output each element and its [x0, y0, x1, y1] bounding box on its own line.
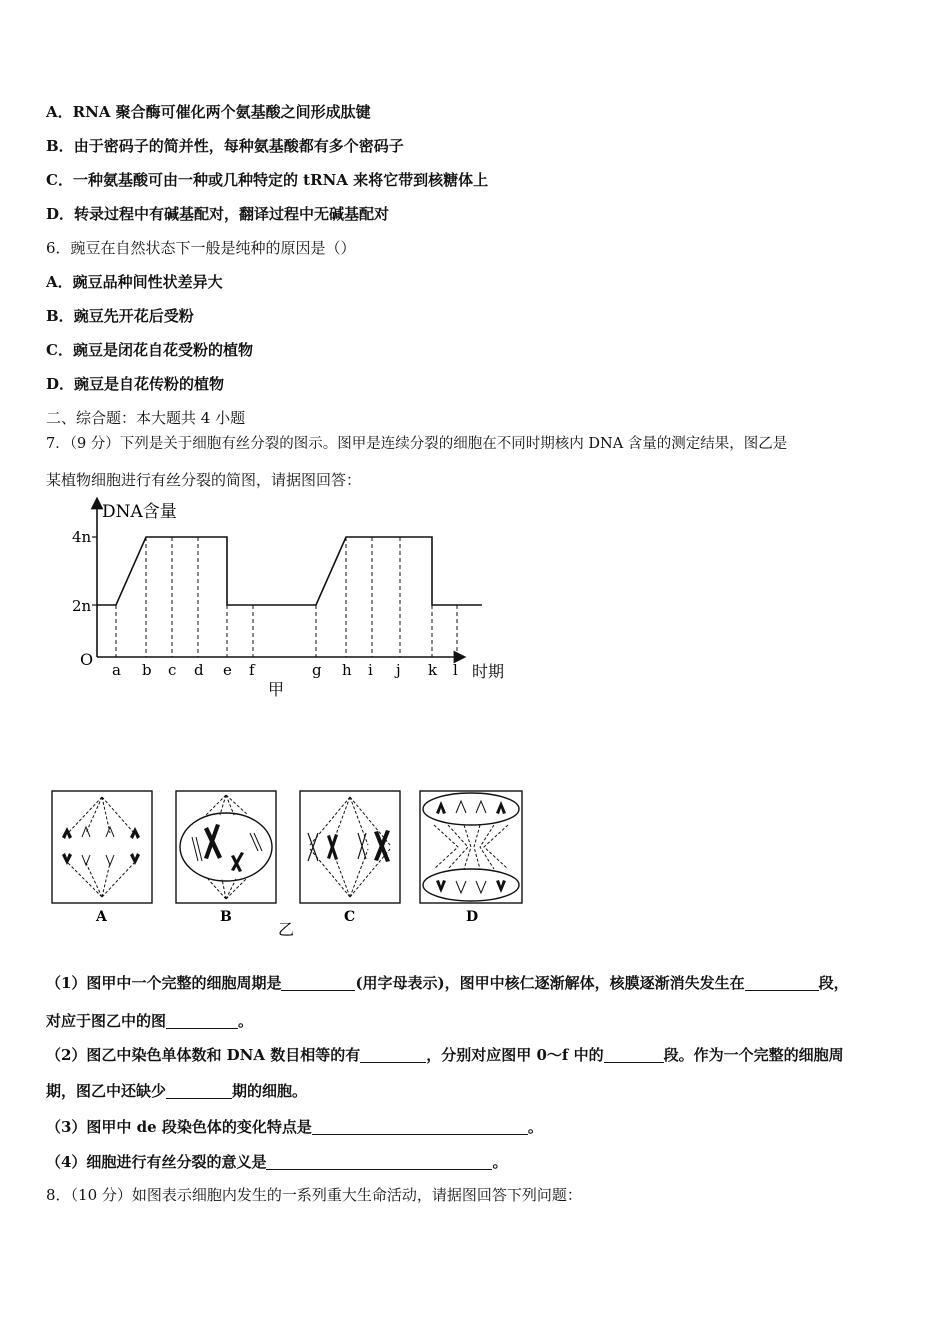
cell-c: [300, 791, 400, 925]
xtick-e: e: [223, 661, 232, 679]
mitosis-cells-diagram: [48, 785, 538, 945]
xtick-l: l: [453, 661, 458, 679]
xtick-h: h: [342, 661, 352, 679]
dna-content-chart: [70, 495, 530, 705]
q7-sub2-line1: （2）图乙中染色单体数和 DNA 数目相等的有 ，分别对应图甲 0～f 中的 段。作为一个完整的细胞周: [46, 1046, 844, 1064]
q6-option-b: B．豌豆先开花后受粉: [46, 307, 194, 325]
q5-option-c: C．一种氨基酸可由一种或几种特定的 tRNA 来将它带到核糖体上: [46, 171, 489, 189]
cell-c-label: C: [344, 909, 356, 925]
q7-stem-line2: 某植物细胞进行有丝分裂的简图，请据图回答：: [46, 471, 362, 489]
cell-a-label: A: [96, 909, 107, 925]
xtick-a: a: [112, 661, 121, 679]
xtick-i: i: [368, 661, 373, 679]
xtick-g: g: [312, 661, 322, 679]
q5-option-d: D．转录过程中有碱基配对，翻译过程中无碱基配对: [46, 205, 390, 223]
ytick-2n: 2n: [72, 597, 92, 615]
xtick-k: k: [428, 661, 438, 679]
section-heading: 二、综合题：本大题共 4 小题: [46, 409, 246, 427]
q6-option-a: A．豌豆品种间性状差异大: [46, 273, 223, 291]
ytick-4n: 4n: [72, 528, 92, 546]
q5-option-a: A．RNA 聚合酶可催化两个氨基酸之间形成肽键: [46, 103, 371, 121]
x-axis-label: 时期: [472, 662, 505, 681]
cell-a: [52, 791, 152, 925]
diagram-caption: 乙: [278, 920, 295, 939]
xtick-f: f: [249, 661, 255, 679]
blank-segment[interactable]: [604, 1046, 664, 1063]
cell-b-label: B: [220, 909, 232, 925]
xtick-d: d: [194, 661, 204, 679]
blank-equal-dna-figures[interactable]: [360, 1046, 426, 1063]
blank-corresponding-figure[interactable]: [166, 1012, 238, 1029]
cell-d-label: D: [466, 909, 479, 925]
blank-nucleolus-stage[interactable]: [745, 974, 819, 991]
xtick-j: j: [396, 661, 401, 679]
q7-sub1-line2: 对应于图乙中的图 。: [46, 1012, 254, 1030]
blank-cell-cycle[interactable]: [281, 974, 355, 991]
q6-stem: 6．豌豆在自然状态下一般是纯种的原因是（）: [46, 239, 356, 257]
q6-option-d: D．豌豆是自花传粉的植物: [46, 375, 225, 393]
xtick-c: c: [168, 661, 177, 679]
cell-d: [420, 791, 522, 925]
origin-label: O: [80, 650, 94, 669]
q7-sub4: （4）细胞进行有丝分裂的意义是 。: [46, 1153, 508, 1171]
y-axis-label: DNA含量: [102, 502, 177, 522]
q6-option-c: C．豌豆是闭花自花受粉的植物: [46, 341, 253, 359]
q7-stem-line1: 7．（9 分）下列是关于细胞有丝分裂的图示。图甲是连续分裂的细胞在不同时期核内 DNA 含量的测定结果，图乙是: [46, 436, 788, 452]
q5-option-b: B．由于密码子的简并性，每种氨基酸都有多个密码子: [46, 137, 404, 155]
q7-sub1-line1: （1）图甲中一个完整的细胞周期是 (用字母表示)，图甲中核仁逐渐解体，核膜逐渐消失发生在 段，: [46, 974, 849, 992]
q7-sub2-line2: 期，图乙中还缺少 期的细胞。: [46, 1082, 308, 1100]
blank-mitosis-significance[interactable]: [266, 1153, 492, 1170]
blank-de-change[interactable]: [312, 1118, 528, 1135]
dna-series-line: [97, 537, 482, 605]
blank-missing-phase[interactable]: [166, 1082, 232, 1099]
chart-caption: 甲: [268, 680, 285, 699]
q8-stem: 8．（10 分）如图表示细胞内发生的一系列重大生命活动，请据图回答下列问题：: [46, 1186, 582, 1204]
cell-b: [176, 791, 276, 925]
q7-sub3: （3）图甲中 de 段染色体的变化特点是 。: [46, 1118, 543, 1136]
xtick-b: b: [142, 661, 152, 679]
